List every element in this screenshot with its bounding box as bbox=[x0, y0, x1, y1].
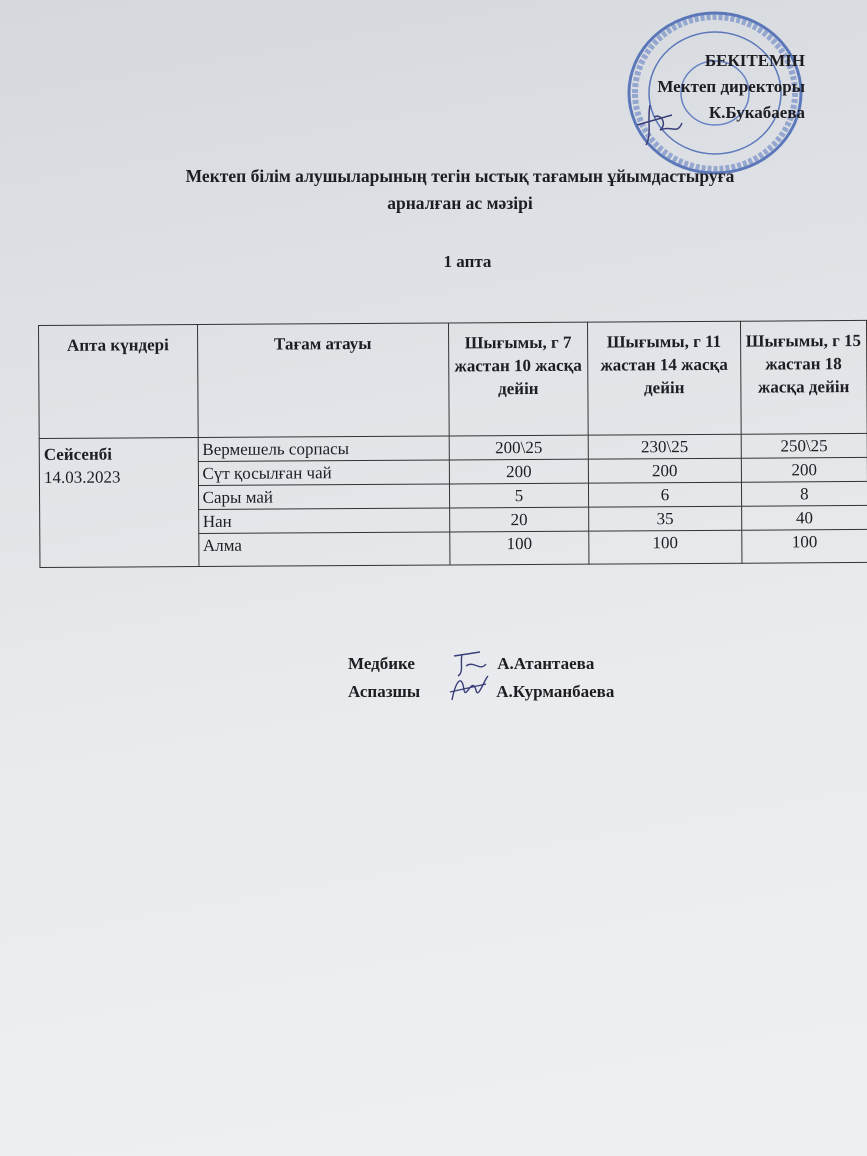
title-line-1: Мектеп білім алушыларының тегін ыстық тағамын ұйымдастыруға bbox=[185, 166, 735, 186]
approval-position: Мектеп директоры bbox=[657, 77, 805, 96]
approval-name: К.Букабаева bbox=[708, 103, 805, 122]
header-age-15-18: Шығымы, г 15 жастан 18 жасқа дейін bbox=[740, 320, 867, 434]
header-age-11-14: Шығымы, г 11 жастан 14 жасқа дейін bbox=[588, 321, 741, 435]
dish-name: Алма bbox=[198, 532, 449, 567]
portion-15-18: 8 bbox=[741, 481, 867, 506]
portion-7-10: 5 bbox=[449, 483, 589, 508]
portion-11-14: 200 bbox=[588, 458, 741, 483]
portion-11-14: 6 bbox=[589, 482, 742, 507]
cook-name: А.Курманбаева bbox=[496, 682, 615, 701]
portion-7-10: 200 bbox=[449, 459, 589, 484]
portion-11-14: 230\25 bbox=[588, 434, 741, 459]
day-date: 14.03.2023 bbox=[43, 467, 121, 487]
portion-7-10: 20 bbox=[449, 507, 589, 532]
header-days: Апта күндері bbox=[39, 325, 198, 439]
title-line-2: арналған ас мәзірі bbox=[387, 193, 533, 213]
portion-7-10: 100 bbox=[450, 531, 590, 565]
director-signature bbox=[632, 95, 692, 150]
day-cell bbox=[39, 438, 198, 568]
dish-name: Сары май bbox=[198, 484, 449, 510]
table-header-row bbox=[39, 320, 867, 438]
menu-table bbox=[38, 320, 867, 568]
portion-11-14: 35 bbox=[589, 506, 742, 531]
portion-15-18: 250\25 bbox=[741, 433, 867, 458]
week-label: 1 апта bbox=[443, 252, 492, 271]
dish-name: Нан bbox=[198, 508, 449, 534]
signatures-block bbox=[348, 650, 614, 706]
header-dish: Тағам атауы bbox=[197, 323, 449, 438]
cook-signature-line bbox=[348, 678, 614, 706]
portion-15-18: 100 bbox=[741, 529, 867, 563]
header-age-7-10: Шығымы, г 7 жастан 10 жасқа дейін bbox=[448, 322, 588, 436]
cook-role: Аспазшы bbox=[348, 682, 421, 701]
dish-name: Вермешель сорпасы bbox=[198, 436, 449, 462]
portion-7-10: 200\25 bbox=[449, 435, 589, 460]
portion-15-18: 40 bbox=[741, 505, 867, 530]
document-title bbox=[60, 163, 860, 217]
portion-11-14: 100 bbox=[589, 530, 742, 564]
nurse-name: А.Атантаева bbox=[497, 654, 595, 673]
approval-label: БЕКІТЕМІН bbox=[704, 51, 805, 70]
dish-name: Сүт қосылған чай bbox=[198, 460, 449, 486]
day-name: Сейсенбі bbox=[43, 444, 113, 464]
portion-15-18: 200 bbox=[741, 457, 867, 482]
cook-signature bbox=[446, 670, 492, 706]
nurse-role: Медбике bbox=[348, 654, 415, 673]
